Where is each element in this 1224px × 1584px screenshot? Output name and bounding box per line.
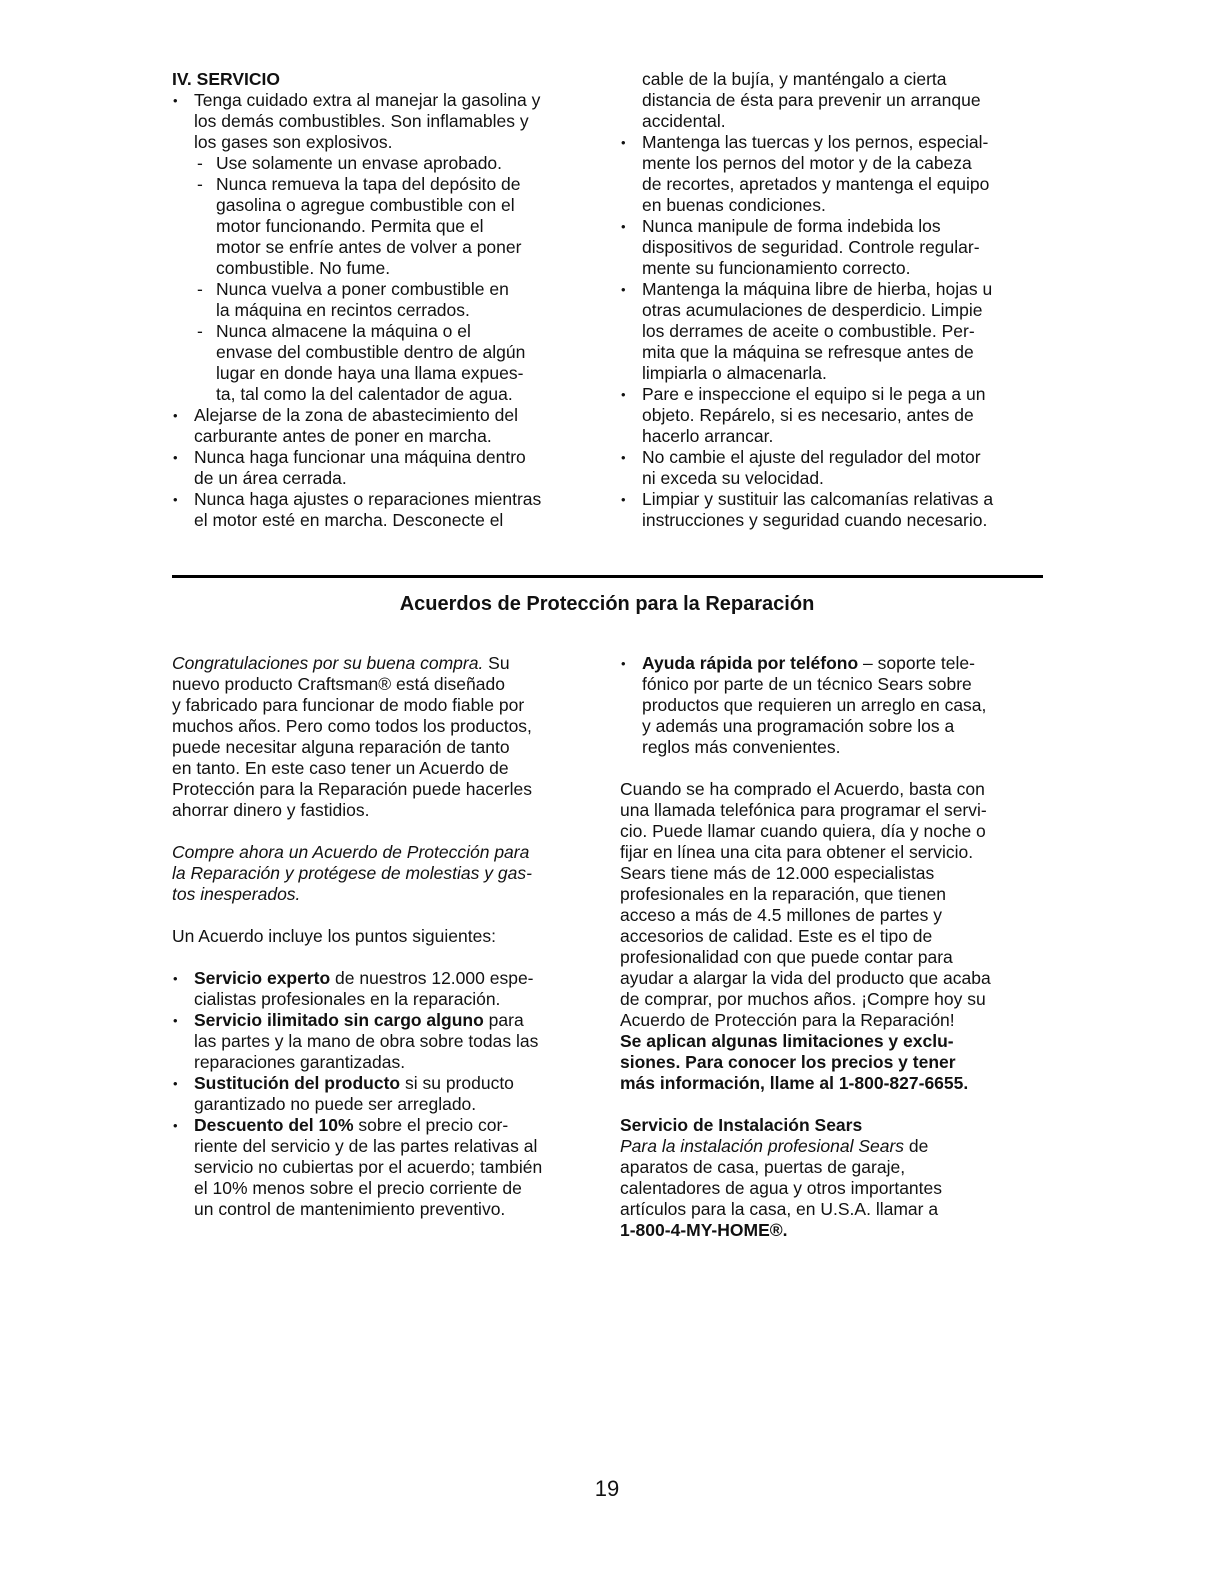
bullet-line: • Pare e inspeccione el equipo si le pega a un	[620, 384, 1060, 405]
agreement-bullet-bold: Descuento del 10%	[194, 1115, 354, 1135]
bullet-continuation: los derrames de aceite o combustible. Per-	[642, 321, 975, 341]
servicio-right-column	[620, 69, 1060, 531]
bullet-continuation: accidental.	[642, 111, 726, 131]
agreement-bullet-continuation: garantizado no puede ser arreglado.	[194, 1094, 477, 1114]
phone-bullet-bold: Ayuda rápida por teléfono	[642, 653, 859, 673]
intro-first-rest: Su	[483, 653, 510, 673]
agreement-bullet	[172, 1010, 602, 1031]
agreement-bullet-continuation: reparaciones garantizadas.	[194, 1052, 406, 1072]
agreement-bullet-continuation: un control de mantenimiento preventivo.	[194, 1199, 506, 1219]
agreement-bullet-continuation: servicio no cubiertas por el acuerdo; también	[194, 1157, 543, 1177]
agreement-bullet-bold: Servicio ilimitado sin cargo alguno	[194, 1010, 484, 1030]
intro-line: Protección para la Reparación puede hacerles	[172, 779, 532, 799]
dash-continuation: la máquina en recintos cerrados.	[216, 300, 470, 320]
agreement-bullet-continuation: cialistas profesionales en la reparación.	[194, 989, 501, 1009]
purchase-line: profesionales en la reparación, que tienen	[620, 884, 946, 904]
bullet-line: • Alejarse de la zona de abastecimiento del	[172, 405, 602, 426]
agreement-bullet-text: de nuestros 12.000 espe-	[330, 968, 534, 988]
agreement-bullet-bold: Servicio experto	[194, 968, 331, 988]
bullet-line: • Mantenga la máquina libre de hierba, hojas u	[620, 279, 1060, 300]
dash-continuation: envase del combustible dentro de algún	[216, 342, 526, 362]
agreement-bullet-bold: Sustitución del producto	[194, 1073, 401, 1093]
bullet-continuation: hacerlo arrancar.	[642, 426, 774, 446]
bullet-continuation: de recortes, apretados y mantenga el equipo	[642, 174, 990, 194]
agreement-bullet-continuation: riente del servicio y de las partes relativas al	[194, 1136, 538, 1156]
agreement-bullet-text: sobre el precio cor-	[353, 1115, 509, 1135]
servicio-left-column	[172, 69, 602, 531]
intro-line: nuevo producto Craftsman® está diseñado	[172, 674, 505, 694]
limitations-line: Se aplican algunas limitaciones y exclu-	[620, 1031, 954, 1051]
installation-phone: 1-800-4-MY-HOME®.	[620, 1220, 788, 1240]
purchase-line: profesionalidad con que puede contar para	[620, 947, 953, 967]
section-divider	[172, 575, 1043, 578]
purchase-line: accesorios de calidad. Este es el tipo de	[620, 926, 933, 946]
compre-line: la Reparación y protégese de molestias y gas-	[172, 863, 532, 883]
limitations-phone-line: más información, llame al 1-800-827-6655.	[620, 1073, 969, 1093]
dash-continuation: gasolina o agregue combustible con el	[216, 195, 515, 215]
bullet-continuation: objeto. Repárelo, si es necesario, antes de	[642, 405, 974, 425]
agreement-bullet-text: si su producto	[400, 1073, 514, 1093]
purchase-line: acceso a más de 4.5 millones de partes y	[620, 905, 942, 925]
bullet-continuation: mente los pernos del motor y de la cabeza	[642, 153, 972, 173]
includes-line: Un Acuerdo incluye los puntos siguientes:	[172, 926, 496, 946]
installation-line: artículos para la casa, en U.S.A. llamar a	[620, 1199, 939, 1219]
agreement-bullet-continuation: las partes y la mano de obra sobre todas las	[194, 1031, 539, 1051]
intro-line: en tanto. En este caso tener un Acuerdo de	[172, 758, 509, 778]
purchase-line: de comprar, por muchos años. ¡Compre hoy su	[620, 989, 986, 1009]
agreement-bullet-continuation: el 10% menos sobre el precio corriente de	[194, 1178, 522, 1198]
agreement-left-column	[172, 653, 602, 1220]
phone-bullet-continuation: productos que requieren un arreglo en casa,	[642, 695, 987, 715]
page-number: 19	[594, 1476, 620, 1501]
bullet-line: • Limpiar y sustituir las calcomanías relativas a	[620, 489, 1060, 510]
agreement-bullet-list	[172, 968, 602, 1220]
bullet-line: • Nunca haga ajustes o reparaciones mientras	[172, 489, 602, 510]
purchase-line: una llamada telefónica para programar el servi-	[620, 800, 987, 820]
intro-paragraph	[172, 653, 602, 821]
bullet-continuation: los gases son explosivos.	[194, 132, 393, 152]
dash-continuation: ta, tal como la del calentador de agua.	[216, 384, 513, 404]
bullet-continuation: distancia de ésta para prevenir un arranque	[642, 90, 981, 110]
installation-line: aparatos de casa, puertas de garaje,	[620, 1157, 906, 1177]
phone-bullet-continuation: y además una programación sobre los a	[642, 716, 955, 736]
intro-line: puede necesitar alguna reparación de tanto	[172, 737, 510, 757]
agreement-bullet	[172, 1115, 602, 1136]
servicio-left-lines	[172, 90, 602, 531]
bullet-continuation: mita que la máquina se refresque antes de	[642, 342, 974, 362]
phone-bullet	[620, 653, 1060, 674]
purchase-line: fijar en línea una cita para obtener el servicio.	[620, 842, 974, 862]
installation-first-line	[620, 1136, 1060, 1157]
bullet-line: • No cambie el ajuste del regulador del motor	[620, 447, 1060, 468]
phone-bullet-continuation: fónico por parte de un técnico Sears sobre	[642, 674, 972, 694]
bullet-continuation: ni exceda su velocidad.	[642, 468, 824, 488]
agreement-right-column	[620, 653, 1060, 1241]
dash-continuation: combustible. No fume.	[216, 258, 391, 278]
dash-continuation: motor se enfríe antes de volver a poner	[216, 237, 522, 257]
bullet-continuation: instrucciones y seguridad cuando necesario.	[642, 510, 988, 530]
dash-line: - Use solamente un envase aprobado.	[172, 153, 602, 174]
intro-italic: Congratulaciones por su buena compra.	[172, 653, 484, 673]
bullet-continuation: en buenas condiciones.	[642, 195, 826, 215]
phone-bullet-continuation: reglos más convenientes.	[642, 737, 841, 757]
bullet-continuation: limpiarla o almacenarla.	[642, 363, 827, 383]
purchase-paragraph	[620, 779, 1060, 1094]
section-heading: Acuerdos de Protección para la Reparación	[399, 593, 815, 615]
purchase-line: Sears tiene más de 12.000 especialistas	[620, 863, 935, 883]
installation-italic: Para la instalación profesional Sears	[620, 1136, 905, 1156]
phone-support-bullet	[620, 653, 1060, 758]
bullet-continuation: otras acumulaciones de desperdicio. Limpie	[642, 300, 983, 320]
bullet-line: • Mantenga las tuercas y los pernos, especial-	[620, 132, 1060, 153]
compre-line: Compre ahora un Acuerdo de Protección para	[172, 842, 530, 862]
limitations-line: siones. Para conocer los precios y tener	[620, 1052, 956, 1072]
intro-first-line	[172, 653, 602, 674]
dash-continuation: lugar en donde haya una llama expues-	[216, 363, 524, 383]
purchase-line: Acuerdo de Protección para la Reparación!	[620, 1010, 955, 1030]
bullet-continuation: el motor esté en marcha. Desconecte el	[194, 510, 504, 530]
compre-line: tos inesperados.	[172, 884, 301, 904]
agreement-bullet	[172, 1073, 602, 1094]
installation-title: Servicio de Instalación Sears	[620, 1115, 863, 1135]
agreement-bullet	[172, 968, 602, 989]
dash-line: - Nunca almacene la máquina o el	[172, 321, 602, 342]
servicio-right-lines	[620, 69, 1060, 531]
bullet-continuation: mente su funcionamiento correcto.	[642, 258, 911, 278]
dash-line: - Nunca vuelva a poner combustible en	[172, 279, 602, 300]
installation-paragraph	[620, 1115, 1060, 1241]
bullet-line: • Nunca manipule de forma indebida los	[620, 216, 1060, 237]
bullet-line: • Nunca haga funcionar una máquina dentro	[172, 447, 602, 468]
purchase-line: ayudar a alargar la vida del producto que acaba	[620, 968, 991, 988]
purchase-line: cio. Puede llamar cuando quiera, día y noche o	[620, 821, 986, 841]
intro-line: ahorrar dinero y fastidios.	[172, 800, 370, 820]
dash-line: - Nunca remueva la tapa del depósito de	[172, 174, 602, 195]
bullet-continuation: dispositivos de seguridad. Controle regular-	[642, 237, 980, 257]
bullet-continuation: carburante antes de poner en marcha.	[194, 426, 492, 446]
dash-continuation: motor funcionando. Permita que el	[216, 216, 484, 236]
installation-first-rest: de	[904, 1136, 929, 1156]
purchase-line: Cuando se ha comprado el Acuerdo, basta con	[620, 779, 985, 799]
bullet-continuation: cable de la bujía, y manténgalo a cierta	[642, 69, 947, 89]
bullet-continuation: los demás combustibles. Son inflamables y	[194, 111, 529, 131]
intro-line: muchos años. Pero como todos los productos,	[172, 716, 532, 736]
servicio-title: IV. SERVICIO	[172, 69, 280, 89]
installation-line: calentadores de agua y otros importantes	[620, 1178, 942, 1198]
bullet-continuation: de un área cerrada.	[194, 468, 347, 488]
phone-bullet-text: – soporte tele-	[858, 653, 975, 673]
bullet-line: • Tenga cuidado extra al manejar la gasolina y	[172, 90, 602, 111]
intro-line: y fabricado para funcionar de modo fiable por	[172, 695, 525, 715]
compre-paragraph	[172, 842, 602, 905]
agreement-bullet-text: para	[483, 1010, 524, 1030]
